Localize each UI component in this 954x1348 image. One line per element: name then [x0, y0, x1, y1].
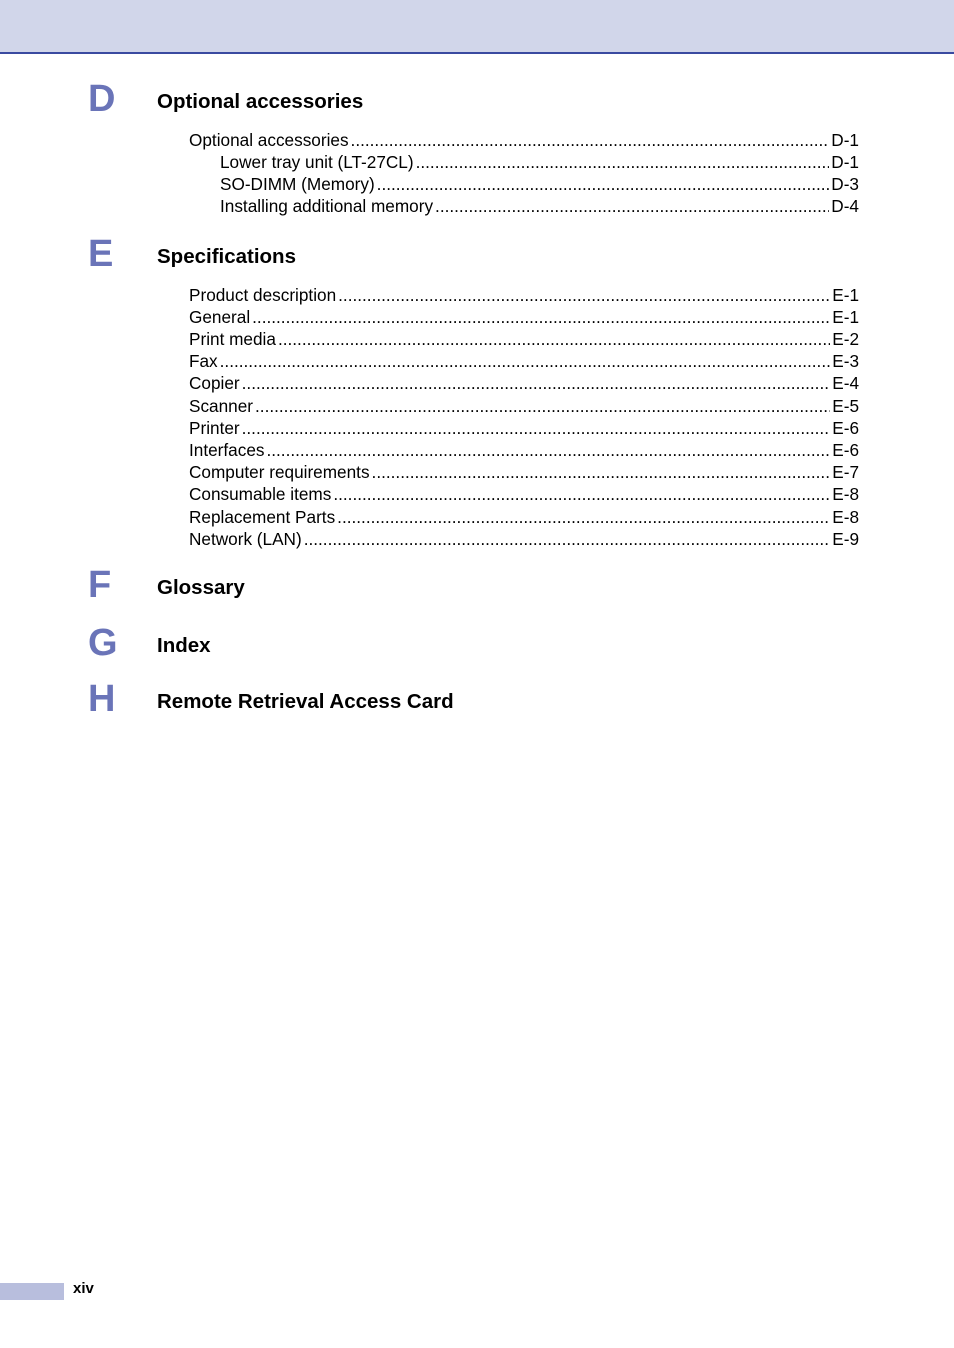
toc-entry[interactable] [189, 328, 859, 350]
chapter-letter: G [88, 622, 118, 664]
toc-entry[interactable] [220, 195, 859, 217]
toc-entry-label: Printer [189, 418, 240, 438]
chapter-title[interactable]: Remote Retrieval Access Card [157, 690, 454, 713]
chapter-title: Specifications [157, 245, 296, 268]
chapter-title: Optional accessories [157, 90, 364, 113]
toc-entry-label: Product description [189, 285, 337, 305]
toc-entry-page: E-4 [832, 373, 859, 393]
toc-entry[interactable] [189, 284, 859, 306]
toc-entry-page: E-9 [832, 529, 859, 549]
toc-entry-label: Interfaces [189, 440, 265, 460]
toc-entry[interactable] [189, 483, 859, 505]
dot-leader [255, 395, 830, 417]
toc-entry-label: Network (LAN) [189, 529, 302, 549]
toc-entry[interactable] [220, 173, 859, 195]
toc-entry-page: D-1 [831, 152, 859, 172]
dot-leader [435, 195, 829, 217]
toc-entry-label: Optional accessories [189, 130, 349, 150]
chapter-title[interactable]: Glossary [157, 576, 245, 599]
toc-entry-page: D-3 [831, 174, 859, 194]
toc-entry[interactable] [220, 151, 859, 173]
chapter-letter: F [88, 564, 112, 606]
dot-leader [333, 483, 830, 505]
dot-leader [266, 439, 830, 461]
toc-entry[interactable] [189, 395, 859, 417]
toc-entry-page: E-3 [832, 351, 859, 371]
chapter-letter: D [88, 78, 116, 120]
toc-entry-page: E-2 [832, 329, 859, 349]
toc-entry-label: Lower tray unit (LT-27CL) [220, 152, 414, 172]
dot-leader [351, 129, 830, 151]
toc-entry-label: Installing additional memory [220, 196, 434, 216]
toc-entry[interactable] [189, 461, 859, 483]
toc-entry-label: Copier [189, 373, 240, 393]
dot-leader [242, 372, 831, 394]
toc-entry[interactable] [189, 506, 859, 528]
dot-leader [278, 328, 830, 350]
toc-entry-page: E-1 [832, 307, 859, 327]
toc-entry-page: D-4 [831, 196, 859, 216]
toc-entry-label: Computer requirements [189, 462, 370, 482]
footer-band [0, 1283, 64, 1300]
toc-entry-label: General [189, 307, 251, 327]
toc-entry-label: Fax [189, 351, 218, 371]
toc-entry-label: Scanner [189, 396, 254, 416]
toc-entry-label: Print media [189, 329, 276, 349]
toc-entry-page: E-7 [832, 462, 859, 482]
chapter-letter: E [88, 233, 114, 275]
dot-leader [416, 151, 830, 173]
dot-leader [220, 350, 831, 372]
toc-entry-label: Consumable items [189, 484, 332, 504]
toc-entry[interactable] [189, 372, 859, 394]
toc-entry-page: E-6 [832, 418, 859, 438]
page-number: xiv [73, 1280, 94, 1297]
toc-entry[interactable] [189, 528, 859, 550]
toc-entry-label: SO-DIMM (Memory) [220, 174, 375, 194]
dot-leader [337, 506, 830, 528]
toc-entry-page: E-1 [832, 285, 859, 305]
dot-leader [338, 284, 830, 306]
toc-entry-page: E-8 [832, 507, 859, 527]
dot-leader [372, 461, 831, 483]
toc-entry-page: E-8 [832, 484, 859, 504]
toc-entry[interactable] [189, 129, 859, 151]
dot-leader [304, 528, 831, 550]
chapter-letter: H [88, 678, 116, 720]
toc-entry-label: Replacement Parts [189, 507, 336, 527]
header-band [0, 0, 954, 54]
toc-entry[interactable] [189, 439, 859, 461]
toc-entry-page: E-6 [832, 440, 859, 460]
toc-entry[interactable] [189, 350, 859, 372]
dot-leader [377, 173, 830, 195]
chapter-title[interactable]: Index [157, 634, 211, 657]
toc-entry-page: D-1 [831, 130, 859, 150]
toc-entry-page: E-5 [832, 396, 859, 416]
dot-leader [252, 306, 830, 328]
toc-entry[interactable] [189, 306, 859, 328]
toc-entry[interactable] [189, 417, 859, 439]
dot-leader [242, 417, 831, 439]
